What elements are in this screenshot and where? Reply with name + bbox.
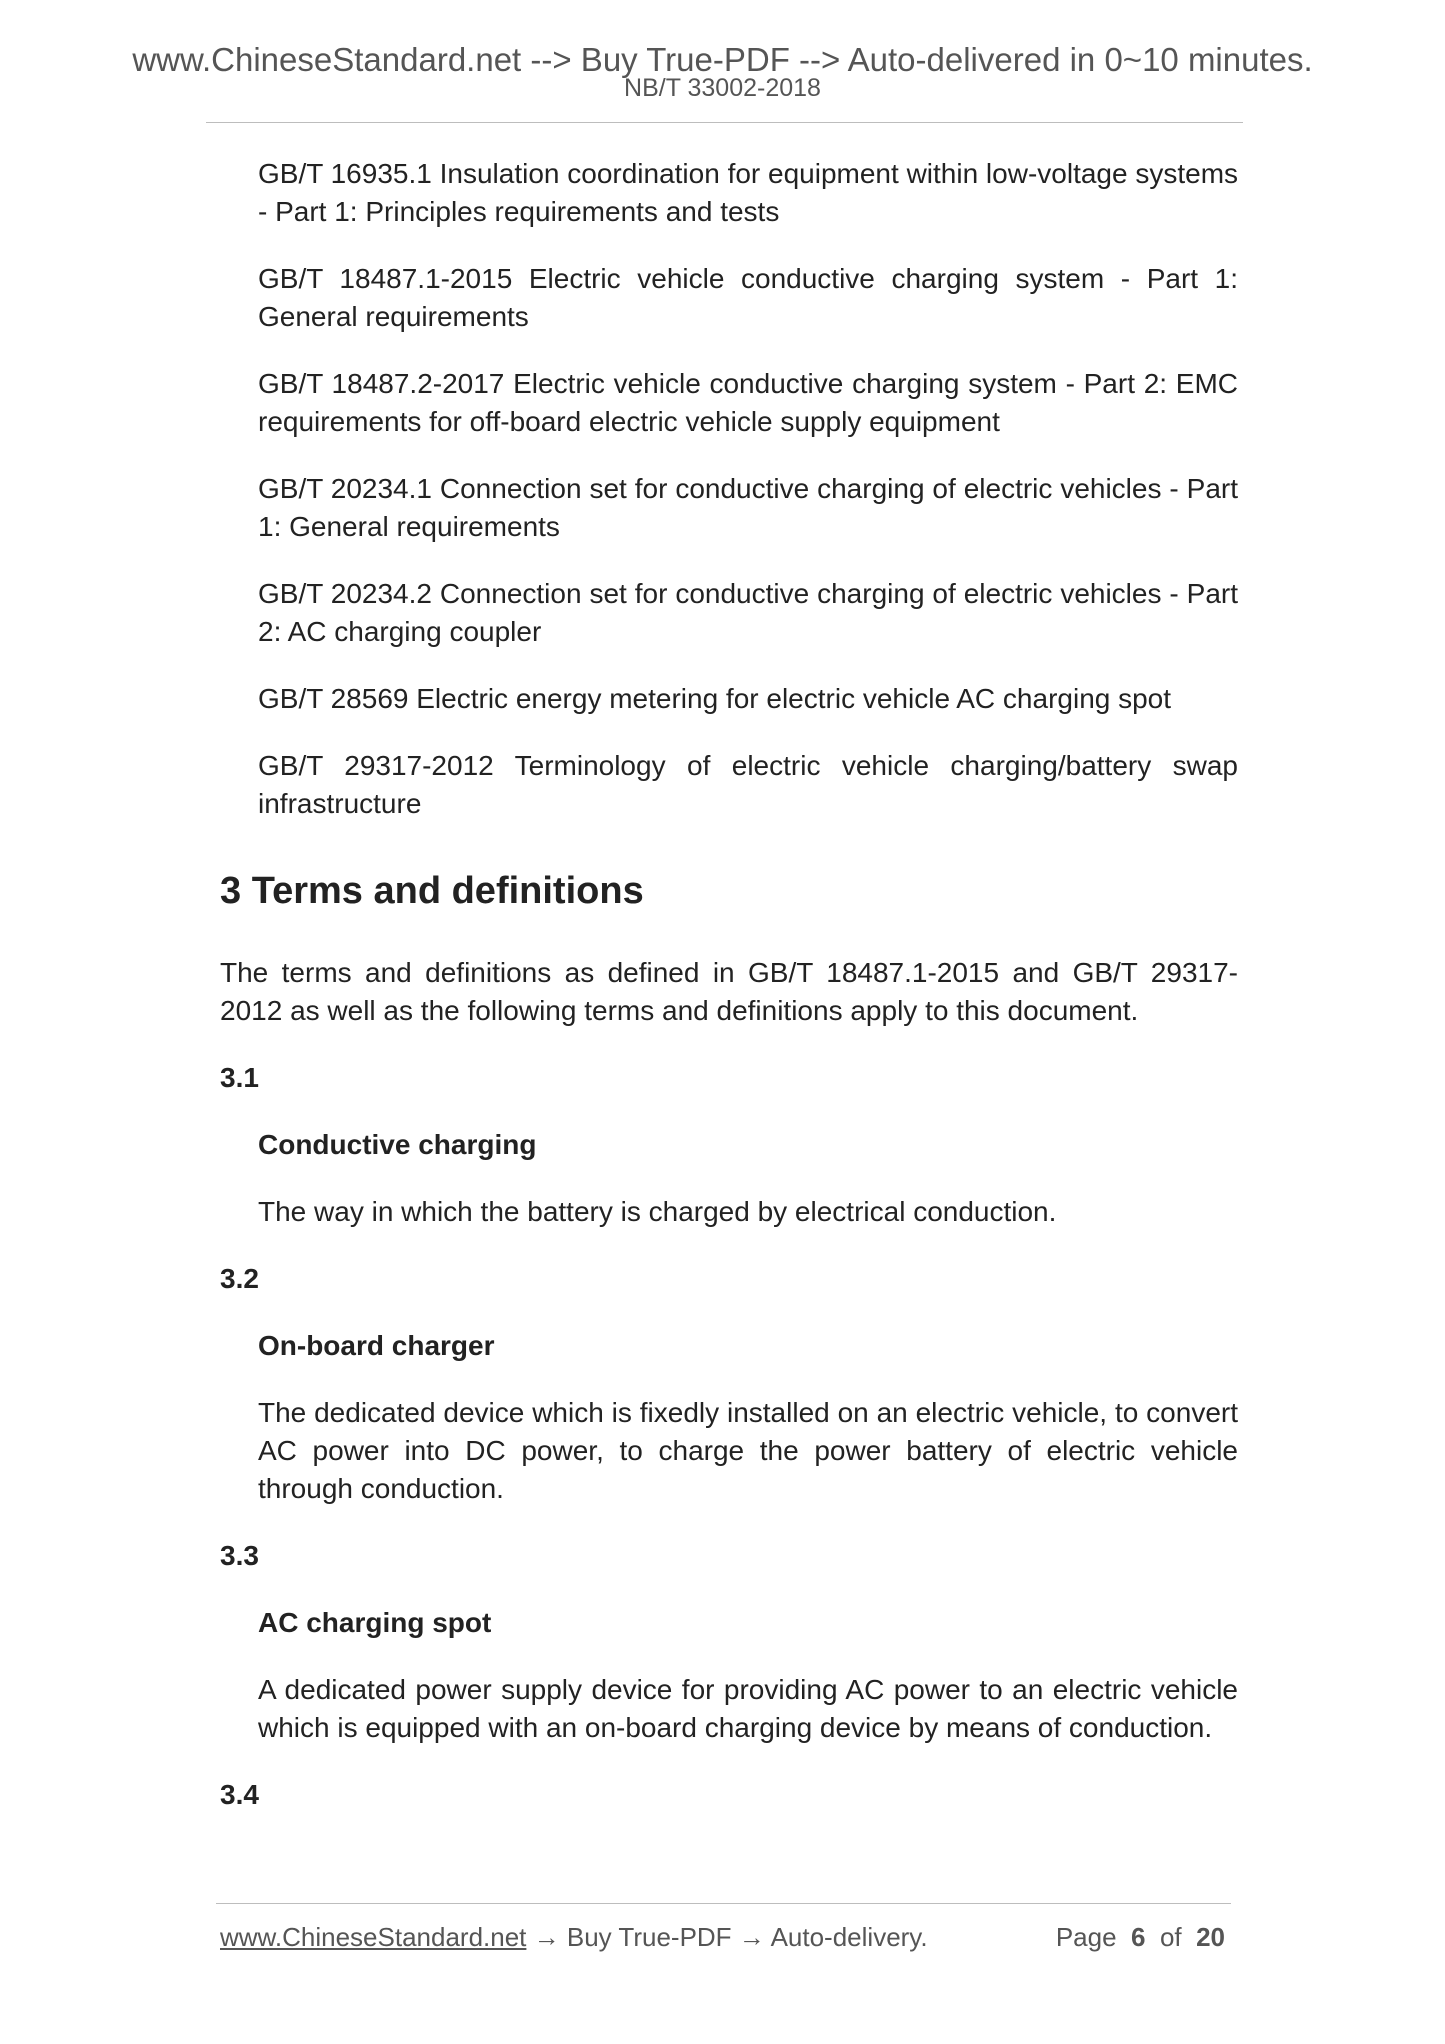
term-number: 3.2 <box>220 1263 259 1294</box>
term-number: 3.4 <box>220 1779 259 1810</box>
page-content <box>220 155 1238 1843</box>
term-definition: The dedicated device which is fixedly installed on an electric vehicle, to convert AC power into DC power, to charge the power battery of electric vehicle through conduction. <box>258 1397 1238 1504</box>
header-divider <box>206 122 1243 123</box>
term-entry <box>220 1059 1238 1231</box>
term-definition: The way in which the battery is charged by electrical conduction. <box>258 1196 1057 1227</box>
term-number: 3.3 <box>220 1540 259 1571</box>
term-number: 3.1 <box>220 1062 259 1093</box>
page-total: 20 <box>1196 1922 1225 1952</box>
reference-item: GB/T 20234.1 Connection set for conductive charging of electric vehicles - Part 1: General requirements <box>258 473 1238 542</box>
normative-references-list <box>220 155 1238 823</box>
footer-promo-text: → Buy True-PDF → Auto-delivery. <box>526 1922 928 1952</box>
reference-item: GB/T 16935.1 Insulation coordination for equipment within low-voltage systems - Part 1: Principles requirements and tests <box>258 158 1239 227</box>
top-banner: www.ChineseStandard.net --> Buy True-PDF --> Auto-delivered in 0~10 minutes. <box>132 41 1313 78</box>
page-current: 6 <box>1131 1922 1146 1952</box>
footer-promo <box>220 1920 928 1954</box>
reference-item: GB/T 20234.2 Connection set for conductive charging of electric vehicles - Part 2: AC charging coupler <box>258 578 1238 647</box>
page-number <box>1056 1920 1225 1954</box>
term-name: On-board charger <box>258 1330 495 1361</box>
term-entry <box>220 1537 1238 1747</box>
reference-item: GB/T 28569 Electric energy metering for electric vehicle AC charging spot <box>258 683 1172 714</box>
term-entry <box>220 1260 1238 1508</box>
page-of-label: of <box>1159 1922 1182 1952</box>
section-intro: The terms and definitions as defined in GB/T 18487.1-2015 and GB/T 29317-2012 as well as the following terms and definitions apply to this document. <box>220 957 1238 1026</box>
reference-item: GB/T 18487.1-2015 Electric vehicle conductive charging system - Part 1: General requirements <box>258 263 1238 332</box>
section-heading: 3 Terms and definitions <box>220 870 644 912</box>
reference-item: GB/T 29317-2012 Terminology of electric vehicle charging/battery swap infrastructure <box>258 750 1238 819</box>
footer-divider <box>216 1903 1231 1904</box>
term-name: AC charging spot <box>258 1607 492 1638</box>
term-definition: A dedicated power supply device for providing AC power to an electric vehicle which is equipped with an on-board charging device by means of conduction. <box>258 1674 1238 1743</box>
page-label: Page <box>1055 1922 1117 1952</box>
document-code: NB/T 33002-2018 <box>624 74 821 102</box>
footer-site-link[interactable]: www.ChineseStandard.net <box>220 1922 527 1952</box>
term-name: Conductive charging <box>258 1129 537 1160</box>
reference-item: GB/T 18487.2-2017 Electric vehicle conductive charging system - Part 2: EMC requirements for off-board electric vehicle supply equipment <box>258 368 1238 437</box>
